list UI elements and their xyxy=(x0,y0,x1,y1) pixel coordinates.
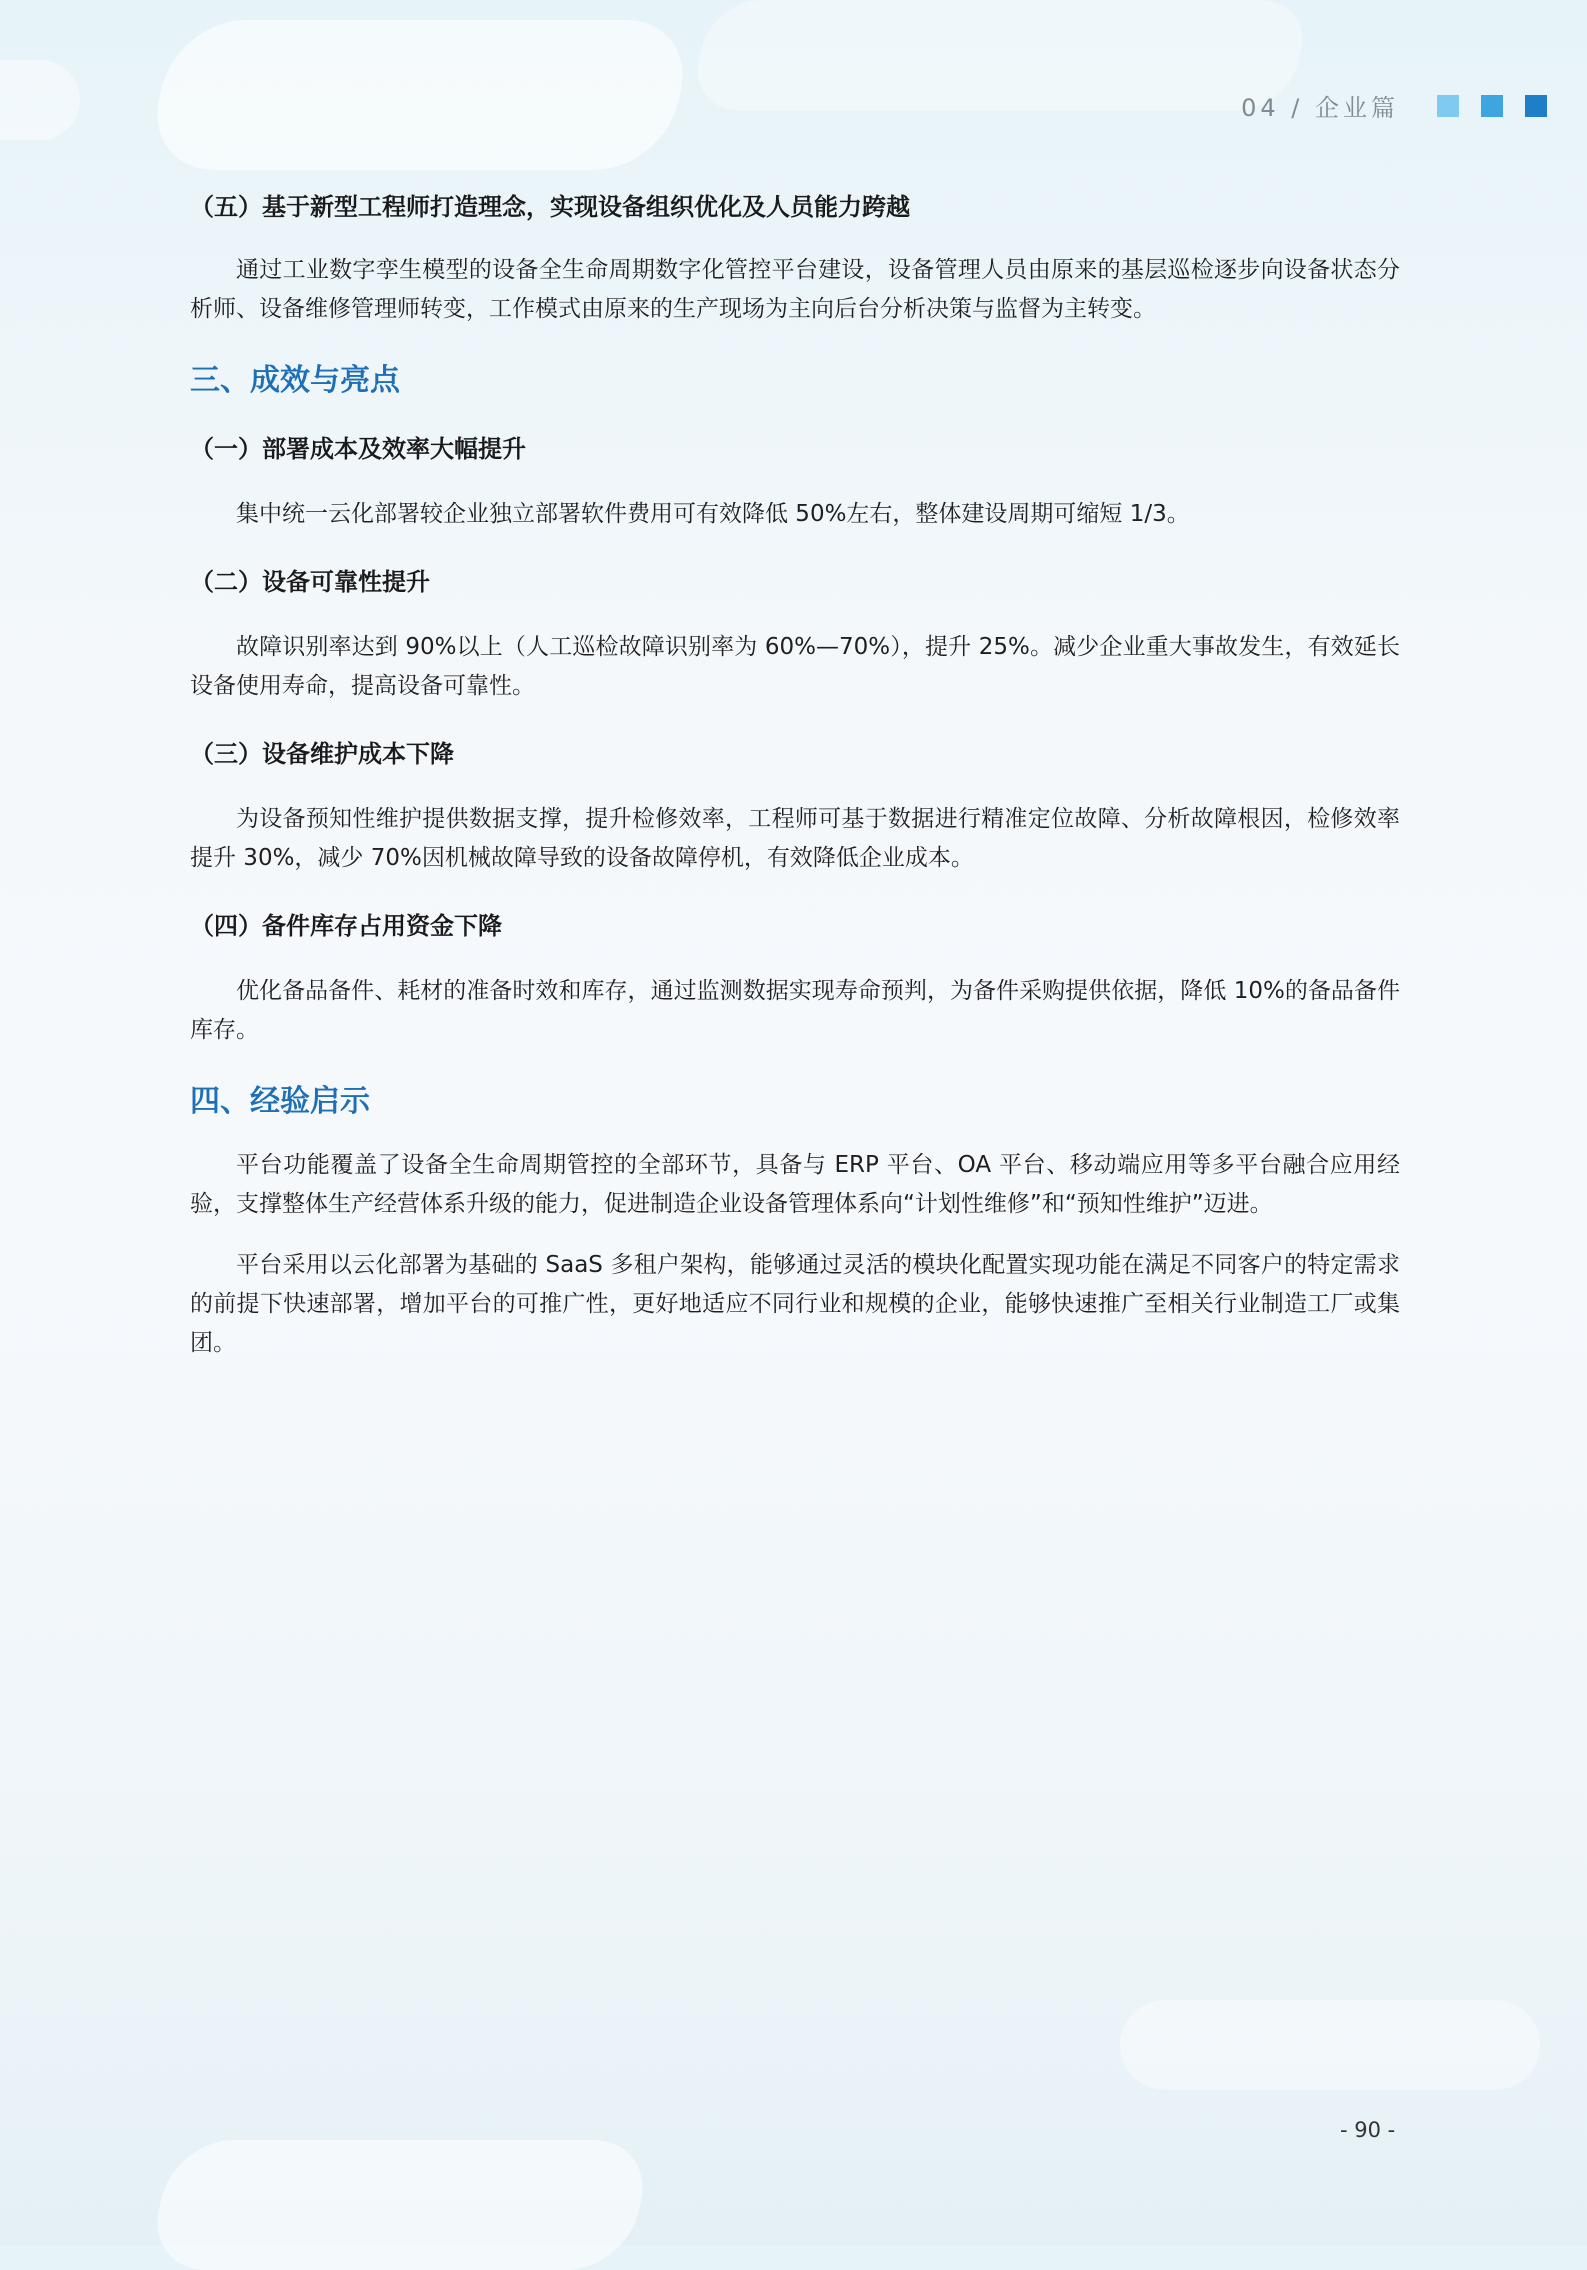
background-decoration xyxy=(146,2140,654,2270)
background-decoration xyxy=(0,60,80,140)
subsection-heading: （一）部署成本及效率大幅提升 xyxy=(190,435,526,463)
section-heading: 四、经验启示 xyxy=(190,1084,370,1119)
header-square-dark xyxy=(1525,95,1547,117)
header-square-light xyxy=(1437,95,1459,117)
page-body xyxy=(190,183,1400,1363)
paragraph: 集中统一云化部署较企业独立部署软件费用可有效降低 50%左右，整体建设周期可缩短 1/3。 xyxy=(236,501,1190,527)
paragraph: 优化备品备件、耗材的准备时效和库存，通过监测数据实现寿命预判，为备件采购提供依据，降低 10%的备品备件库存。 xyxy=(190,978,1400,1043)
subsection-heading: （四）备件库存占用资金下降 xyxy=(190,912,502,940)
background-decoration xyxy=(688,0,1311,110)
paragraph: 故障识别率达到 90%以上（人工巡检故障识别率为 60%—70%），提升 25%。减少企业重大事故发生，有效延长设备使用寿命，提高设备可靠性。 xyxy=(190,634,1400,699)
paragraph: 通过工业数字孪生模型的设备全生命周期数字化管控平台建设，设备管理人员由原来的基层巡检逐步向设备状态分析师、设备维修管理师转变，工作模式由原来的生产现场为主向后台分析决策与监督为主转变。 xyxy=(190,257,1400,322)
section-label: 04 / 企业篇 xyxy=(1241,94,1399,122)
paragraph: 平台功能覆盖了设备全生命周期管控的全部环节，具备与 ERP 平台、OA 平台、移动端应用等多平台融合应用经验，支撑整体生产经营体系升级的能力，促进制造企业设备管理体系向“计划性维修”和“预知性维护”迈进。 xyxy=(190,1152,1400,1217)
page-header xyxy=(1241,88,1547,123)
header-square-medium xyxy=(1481,95,1503,117)
background-decoration xyxy=(144,20,696,170)
paragraph: 为设备预知性维护提供数据支撑，提升检修效率，工程师可基于数据进行精准定位故障、分析故障根因，检修效率提升 30%，减少 70%因机械故障导致的设备故障停机，有效降低企业成本。 xyxy=(190,806,1400,871)
background-decoration xyxy=(1120,2000,1540,2090)
subsection-heading: （五）基于新型工程师打造理念，实现设备组织优化及人员能力跨越 xyxy=(190,193,910,221)
subsection-heading: （三）设备维护成本下降 xyxy=(190,740,454,768)
subsection-heading: （二）设备可靠性提升 xyxy=(190,568,430,596)
paragraph: 平台采用以云化部署为基础的 SaaS 多租户架构，能够通过灵活的模块化配置实现功能在满足不同客户的特定需求的前提下快速部署，增加平台的可推广性，更好地适应不同行业和规模的企业，能够快速推广至相关行业制造工厂或集团。 xyxy=(190,1252,1400,1356)
page-number: - 90 - xyxy=(1340,2118,1396,2142)
section-heading: 三、成效与亮点 xyxy=(190,363,400,398)
